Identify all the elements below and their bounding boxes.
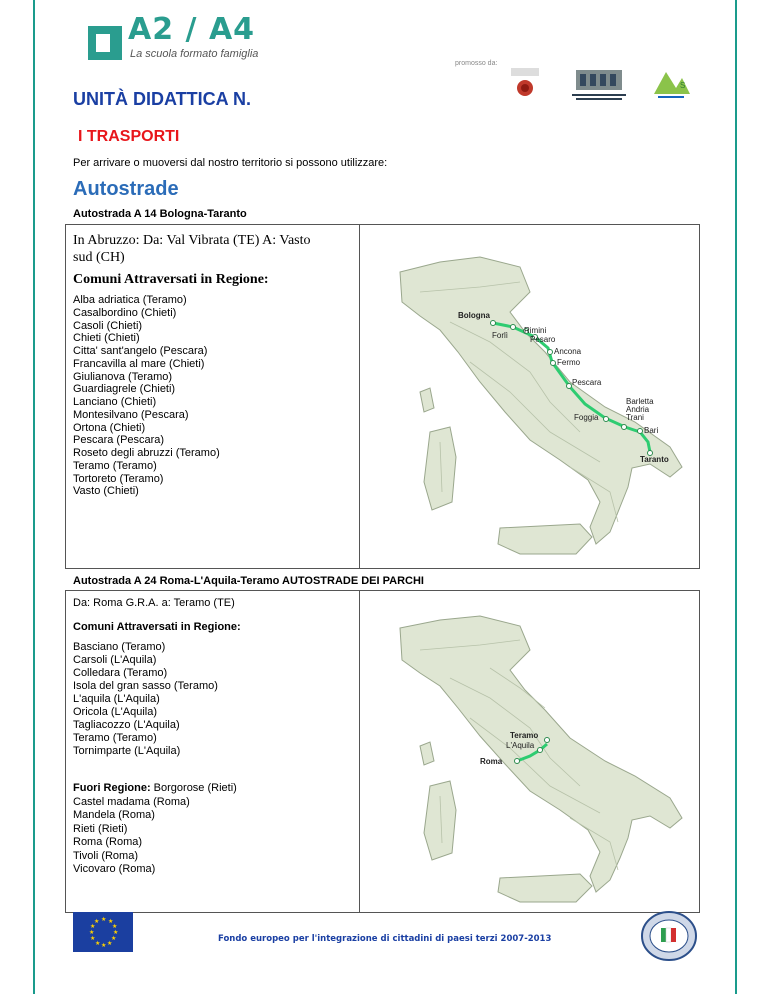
map-label-teramo: Teramo <box>510 731 539 740</box>
topic-heading: I TRASPORTI <box>78 128 180 145</box>
logo-icon <box>88 26 122 60</box>
page-border-left <box>33 0 35 994</box>
partner-logo-3 <box>650 66 692 102</box>
map-label-trani: Trani <box>626 413 644 422</box>
list-item: Casoli (Chieti) <box>73 319 143 332</box>
list-item: L'aquila (L'Aquila) <box>73 693 160 705</box>
route-label-a24: Autostrada A 24 Roma-L'Aquila-Teramo AUTOSTRADE DEI PARCHI <box>73 575 424 587</box>
footer-text: Fondo europeo per l'integrazione di cittadini di paesi terzi 2007-2013 <box>218 934 552 944</box>
list-item: Roseto degli abruzzi (Teramo) <box>73 447 220 459</box>
route-from-to-a14: In Abruzzo: Da: Val Vibrata (TE) A: Vasto sud (CH) <box>73 233 311 265</box>
map-label-bologna: Bologna <box>458 311 490 320</box>
map-label-laquila: L'Aquila <box>506 741 535 750</box>
svg-text:★: ★ <box>112 923 118 930</box>
svg-text:★: ★ <box>113 929 119 936</box>
comuni-title-a24: Comuni Attraversati in Regione: <box>73 621 241 633</box>
list-item: Castel madama (Roma) <box>73 795 190 808</box>
svg-text:★: ★ <box>95 940 101 947</box>
list-item: Chieti (Chieti) <box>73 332 140 345</box>
fuori-regione-first-line: Fuori Regione: Borgorose (Rieti) <box>73 782 237 794</box>
list-item: Ortona (Chieti) <box>73 421 146 434</box>
map-label-barletta: Barletta <box>626 397 654 406</box>
map-italy-a24 <box>370 598 695 908</box>
svg-text:★: ★ <box>107 940 113 947</box>
list-item: Mandela (Roma) <box>73 809 155 821</box>
list-item: Carsoli (L'Aquila) <box>73 654 157 666</box>
list-item: Alba adriatica (Teramo) <box>73 294 187 306</box>
svg-text:★: ★ <box>90 923 96 930</box>
svg-text:S: S <box>680 81 686 90</box>
list-item: Teramo (Teramo) <box>73 459 157 472</box>
map-label-bari: Bari <box>644 426 659 435</box>
svg-text:★: ★ <box>108 918 114 925</box>
comuni-list-a14 <box>73 294 220 498</box>
svg-text:★: ★ <box>89 929 95 936</box>
a2-a4-logo <box>88 12 288 67</box>
list-item: Tortoreto (Teramo) <box>73 472 164 485</box>
map-label-taranto: Taranto <box>640 455 669 464</box>
list-item: Citta' sant'angelo (Pescara) <box>73 345 208 357</box>
list-item: Montesilvano (Pescara) <box>73 408 189 421</box>
map-italy-a14 <box>370 232 695 562</box>
route-from-to-a24: Da: Roma G.R.A. a: Teramo (TE) <box>73 597 235 609</box>
partner-logo-1 <box>505 66 545 100</box>
map-label-fermo: Fermo <box>557 358 581 367</box>
svg-text:★: ★ <box>111 935 117 942</box>
comuni-list-a24 <box>73 641 218 758</box>
svg-text:★: ★ <box>101 916 107 923</box>
list-item: Tagliacozzo (L'Aquila) <box>73 719 180 731</box>
fuori-regione-list <box>73 782 237 877</box>
list-item: Lanciano (Chieti) <box>73 396 157 408</box>
map-label-forli: Forlì <box>492 331 508 340</box>
list-item: Vicovaro (Roma) <box>73 863 156 875</box>
list-item: Francavilla al mare (Chieti) <box>73 357 205 370</box>
eu-flag-icon <box>73 912 133 952</box>
list-item: Roma (Roma) <box>73 836 143 848</box>
list-item: Casalbordino (Chieti) <box>73 306 177 319</box>
route-label-a14: Autostrada A 14 Bologna-Taranto <box>73 208 247 220</box>
list-item: Teramo (Teramo) <box>73 732 157 744</box>
svg-text:★: ★ <box>90 935 96 942</box>
map-label-andria: Andria <box>626 405 650 414</box>
list-item: Isola del gran sasso (Teramo) <box>73 680 218 692</box>
map-label-ancona: Ancona <box>554 347 582 356</box>
list-item: Colledara (Teramo) <box>73 667 168 679</box>
ministry-seal-icon <box>640 910 698 962</box>
map-label-pesaro: Pesaro <box>530 335 556 344</box>
logo-title: A2 / A4 <box>128 12 256 47</box>
list-item: Tivoli (Roma) <box>73 849 138 862</box>
list-item: Giulianova (Teramo) <box>73 370 173 383</box>
promoted-by-label: promosso da: <box>455 60 498 67</box>
list-item: Guardiagrele (Chieti) <box>73 383 176 396</box>
section-title: Autostrade <box>73 178 179 200</box>
list-item: Tornimparte (L'Aquila) <box>73 745 181 757</box>
list-item: Rieti (Rieti) <box>73 822 128 835</box>
intro-text: Per arrivare o muoversi dal nostro territorio si possono utilizzare: <box>73 157 388 169</box>
list-item: Oricola (L'Aquila) <box>73 706 158 718</box>
page-border-right <box>735 0 737 994</box>
list-item: Basciano (Teramo) <box>73 641 166 653</box>
fuori-regione-title: Fuori Regione: <box>73 782 151 794</box>
list-item: Vasto (Chieti) <box>73 485 139 498</box>
svg-text:★: ★ <box>101 942 107 949</box>
map-label-foggia: Foggia <box>574 413 599 422</box>
map-label-rimini: Rimini <box>524 326 547 335</box>
comuni-title-a14: Comuni Attraversati in Regione: <box>73 272 269 287</box>
unit-heading: UNITÀ DIDATTICA N. <box>73 89 251 109</box>
logo-subtitle: La scuola formato famiglia <box>130 48 259 60</box>
list-item: Pescara (Pescara) <box>73 434 165 447</box>
map-label-pescara: Pescara <box>572 378 602 387</box>
map-label-roma: Roma <box>480 757 503 766</box>
svg-text:★: ★ <box>94 918 100 925</box>
partner-logo-2 <box>570 68 628 102</box>
